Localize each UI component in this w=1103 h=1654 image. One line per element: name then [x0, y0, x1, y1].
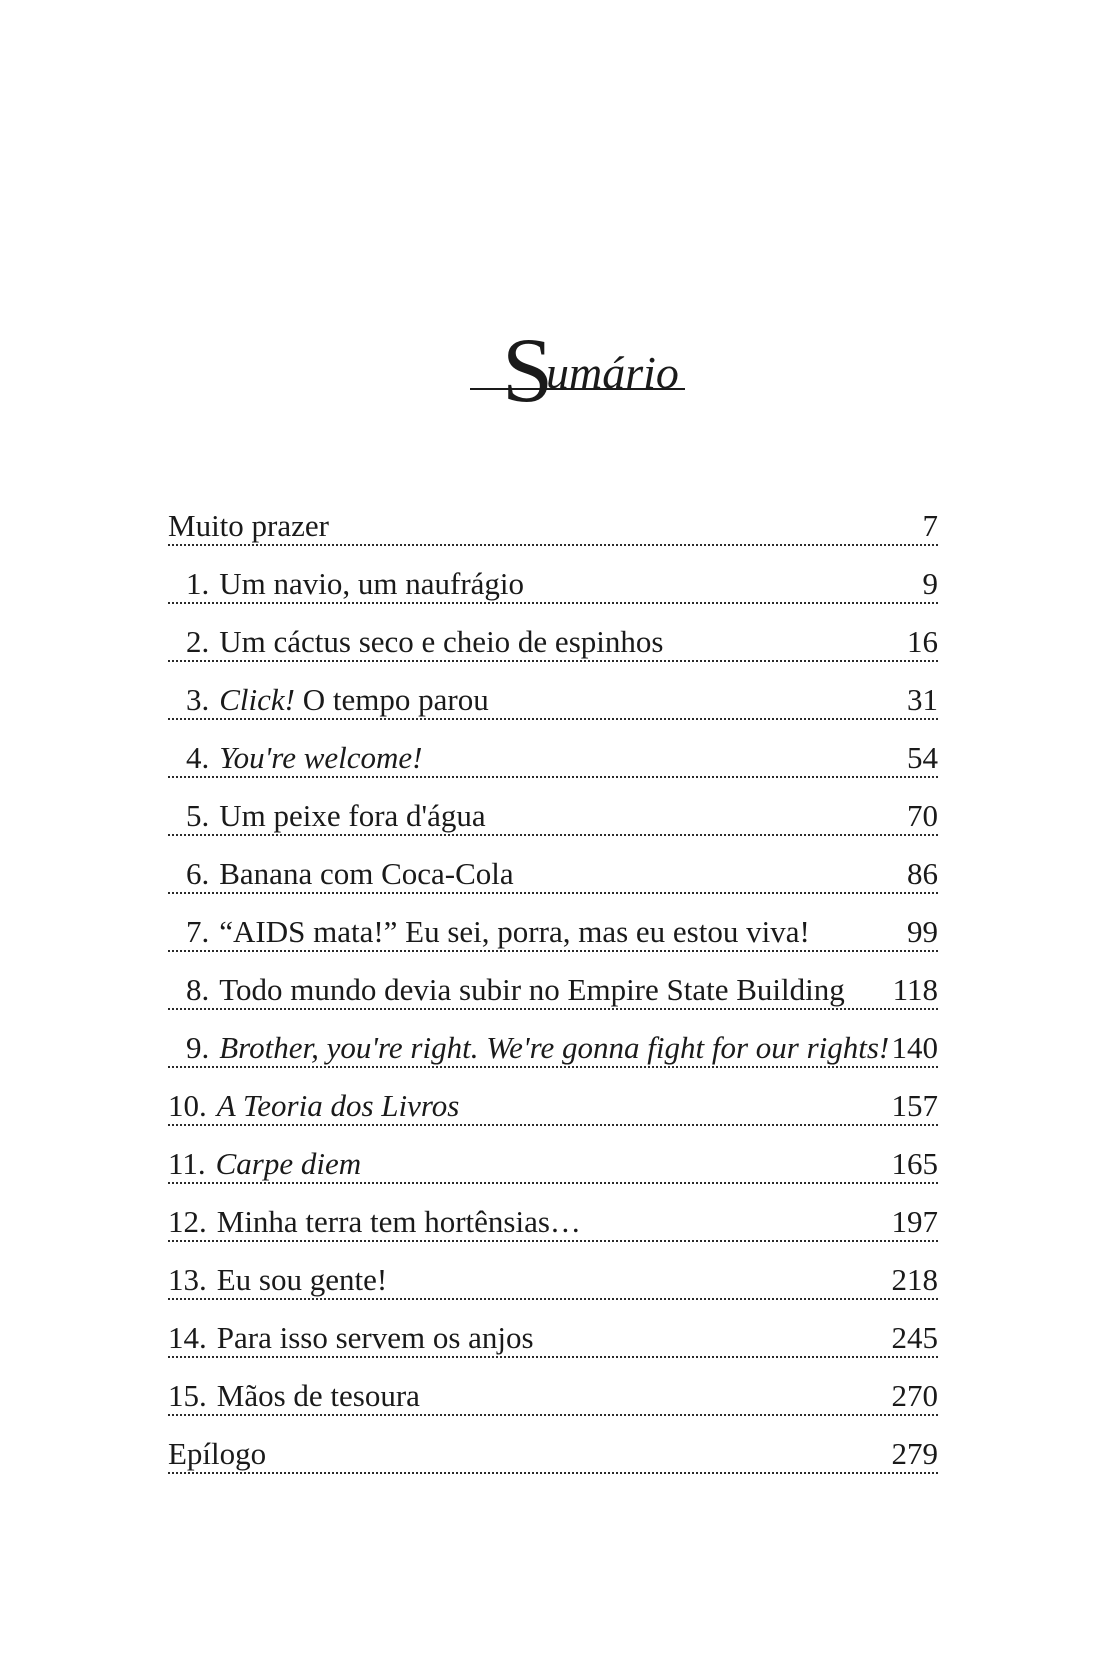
chapter-number: 13. [168, 1262, 207, 1297]
page-number: 7 [922, 508, 938, 543]
toc-entry [168, 952, 938, 1010]
chapter-title: Epílogo [168, 1436, 267, 1471]
page-number: 99 [907, 914, 938, 949]
toc-entry-label [168, 1148, 361, 1179]
page-number: 165 [891, 1146, 938, 1181]
page-number: 270 [891, 1378, 938, 1413]
table-of-contents [168, 488, 938, 1474]
chapter-number: 1. [186, 566, 210, 601]
chapter-title-rest: O tempo parou [295, 682, 489, 717]
chapter-title: Muito prazer [168, 508, 329, 543]
chapter-title-italic: Click! [219, 682, 295, 717]
toc-entry [168, 662, 938, 720]
chapter-title: Para isso servem os anjos [216, 1320, 534, 1355]
page-number: 70 [907, 798, 938, 833]
chapter-number: 5. [186, 798, 210, 833]
chapter-title-italic: A Teoria dos Livros [216, 1088, 460, 1123]
toc-entry-label [186, 1032, 889, 1063]
toc-entry [168, 546, 938, 604]
chapter-number: 4. [186, 740, 210, 775]
chapter-title: Banana com Coca-Cola [219, 856, 514, 891]
toc-entry [168, 1358, 938, 1416]
toc-entry [168, 720, 938, 778]
toc-entry-label [168, 1090, 459, 1121]
toc-entry [168, 1010, 938, 1068]
toc-entry [168, 488, 938, 546]
page-number: 279 [891, 1436, 938, 1471]
toc-entry-label [186, 800, 486, 831]
chapter-number: 10. [168, 1088, 207, 1123]
chapter-title-italic: Brother, you're right. We're gonna fight for our rights! [219, 1030, 890, 1065]
toc-entry [168, 1300, 938, 1358]
chapter-title: “AIDS mata!” Eu sei, porra, mas eu estou viva! [219, 914, 810, 949]
chapter-title: Um navio, um naufrágio [219, 566, 525, 601]
chapter-number: 11. [168, 1146, 206, 1181]
chapter-title: Mãos de tesoura [216, 1378, 420, 1413]
toc-entry [168, 894, 938, 952]
toc-entry [168, 836, 938, 894]
toc-entry-label [186, 684, 489, 715]
chapter-number: 3. [186, 682, 210, 717]
page-number: 140 [891, 1030, 938, 1065]
page-number: 245 [891, 1320, 938, 1355]
toc-entry-label [186, 568, 524, 599]
title-initial: S [502, 319, 554, 421]
page-number: 31 [907, 682, 938, 717]
page-number: 16 [907, 624, 938, 659]
page-number: 118 [892, 972, 938, 1007]
title-rest: umário [546, 347, 679, 398]
toc-entry-label [186, 742, 422, 773]
toc-entry [168, 1184, 938, 1242]
toc-entry-label [186, 858, 514, 889]
chapter-number: 2. [186, 624, 210, 659]
chapter-title: Um cáctus seco e cheio de espinhos [219, 624, 664, 659]
page-number: 197 [891, 1204, 938, 1239]
page-title [470, 319, 690, 421]
chapter-title: Eu sou gente! [216, 1262, 388, 1297]
chapter-number: 12. [168, 1204, 207, 1239]
toc-entry [168, 1068, 938, 1126]
toc-entry-label [168, 1206, 581, 1237]
page-number: 86 [907, 856, 938, 891]
toc-entry-label [186, 974, 845, 1005]
chapter-title: Todo mundo devia subir no Empire State Building [219, 972, 845, 1007]
toc-entry-label [186, 916, 810, 947]
chapter-title-italic: You're welcome! [219, 740, 423, 775]
chapter-number: 14. [168, 1320, 207, 1355]
toc-entry-label [186, 626, 663, 657]
toc-entry [168, 778, 938, 836]
page-number: 218 [891, 1262, 938, 1297]
page-number: 157 [891, 1088, 938, 1123]
toc-entry-label [168, 1264, 387, 1295]
page-number: 9 [922, 566, 938, 601]
chapter-number: 7. [186, 914, 210, 949]
toc-entry-label [168, 510, 329, 541]
chapter-number: 8. [186, 972, 210, 1007]
toc-entry-label [168, 1438, 266, 1469]
chapter-title: Minha terra tem hortênsias… [216, 1204, 581, 1239]
toc-entry [168, 1126, 938, 1184]
chapter-number: 6. [186, 856, 210, 891]
toc-entry [168, 604, 938, 662]
toc-entry [168, 1416, 938, 1474]
toc-entry-label [168, 1380, 420, 1411]
page-number: 54 [907, 740, 938, 775]
chapter-number: 15. [168, 1378, 207, 1413]
toc-entry [168, 1242, 938, 1300]
chapter-number: 9. [186, 1030, 210, 1065]
toc-entry-label [168, 1322, 534, 1353]
chapter-title-italic: Carpe diem [215, 1146, 362, 1181]
chapter-title: Um peixe fora d'água [219, 798, 486, 833]
